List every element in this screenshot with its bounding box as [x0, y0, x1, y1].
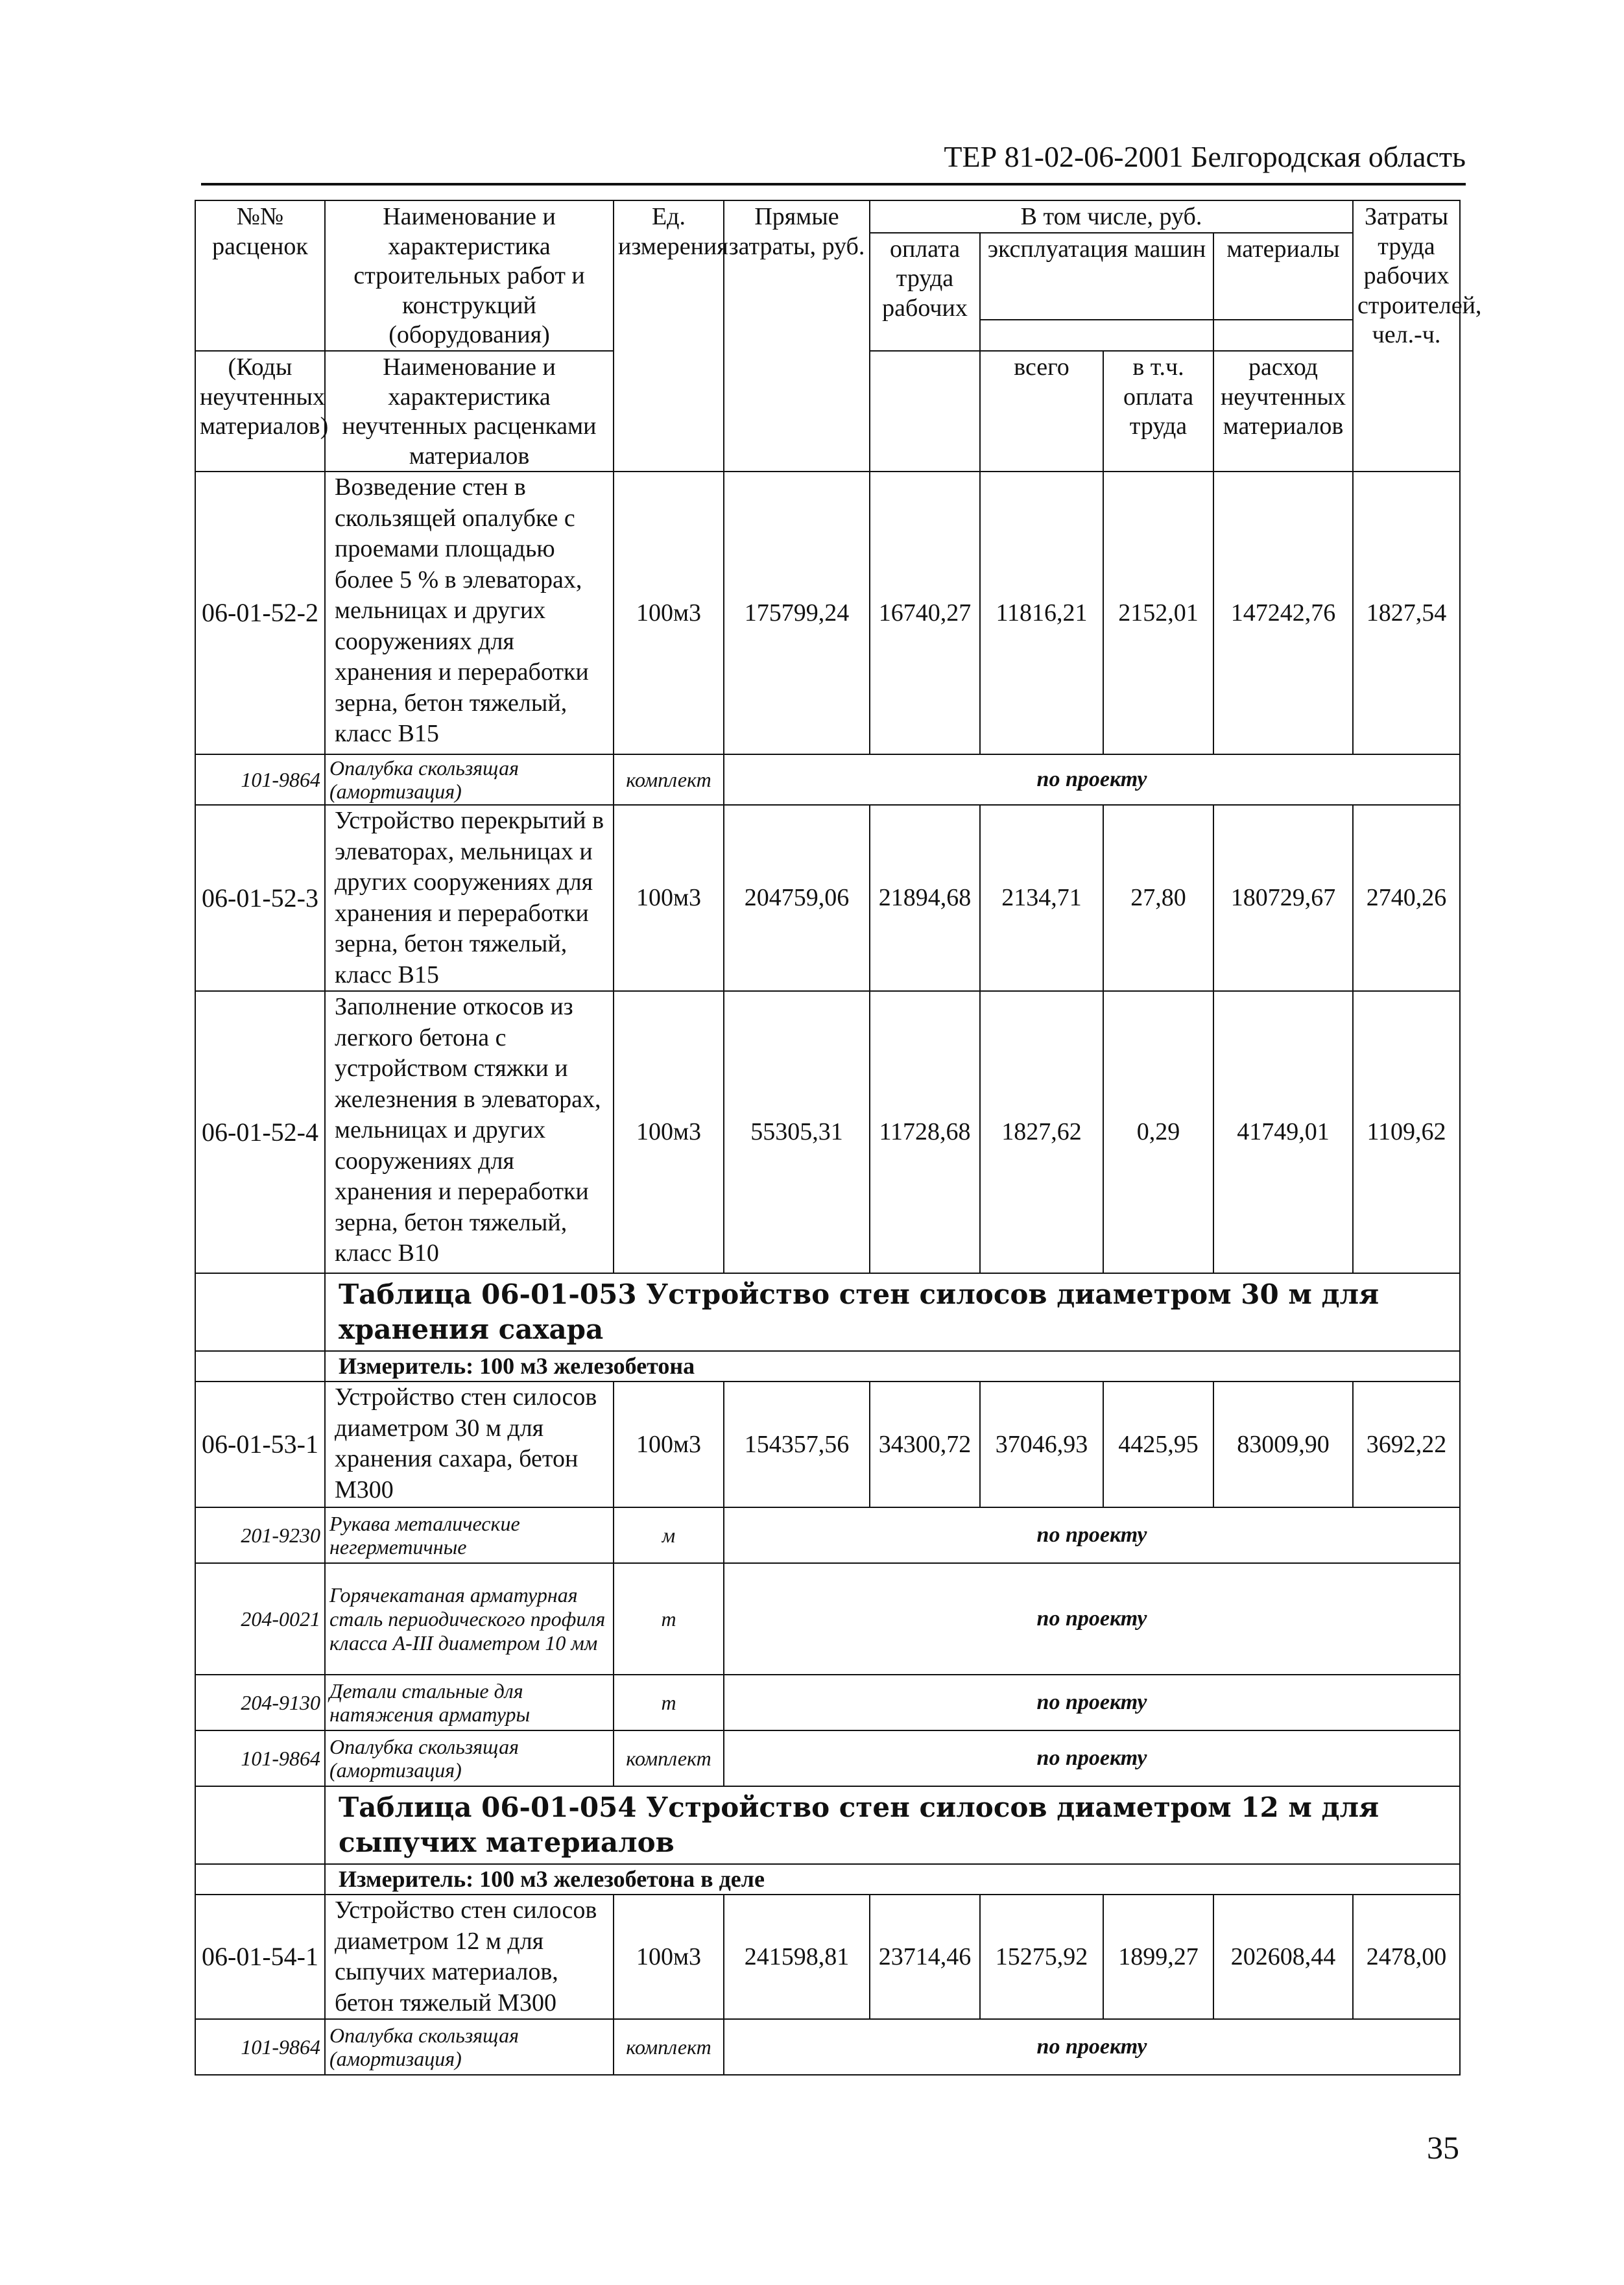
rate-materials: 83009,90: [1213, 1382, 1353, 1507]
rate-name: Устройство стен силосов диаметром 12 м для сыпучих материалов, бетон тяжелый М300: [325, 1895, 614, 2019]
rate-machines: 11816,21: [980, 472, 1103, 754]
rate-machine-wage: 0,29: [1103, 991, 1213, 1273]
header-row-1: [195, 200, 1460, 233]
table-title-row: [195, 1273, 1460, 1351]
material-row: [195, 1730, 1460, 1786]
head-mat-code: (Коды неучтенных материалов): [195, 351, 325, 472]
rate-machine-wage: 1899,27: [1103, 1895, 1213, 2019]
rate-wage: 16740,27: [870, 472, 980, 754]
head-machines: эксплуатация машин: [980, 233, 1213, 320]
material-code: 204-9130: [195, 1675, 325, 1730]
rate-labor: 1827,54: [1353, 472, 1460, 754]
rate-direct: 175799,24: [724, 472, 870, 754]
title-blank: [195, 1786, 325, 1864]
rate-materials: 202608,44: [1213, 1895, 1353, 2019]
material-name: Опалубка скользящая (амортизация): [325, 1730, 614, 1786]
rate-labor: 3692,22: [1353, 1382, 1460, 1507]
material-note: по проекту: [724, 2019, 1460, 2075]
rate-unit: 100м3: [614, 1382, 724, 1507]
rate-machine-wage: 27,80: [1103, 805, 1213, 991]
material-note: по проекту: [724, 1507, 1460, 1563]
rate-materials: 41749,01: [1213, 991, 1353, 1273]
head-name: Наименование и характеристика строительных работ и конструкций (оборудования): [325, 200, 614, 351]
material-name: Рукава металические негерметичные: [325, 1507, 614, 1563]
rate-code: 06-01-52-4: [195, 991, 325, 1273]
rate-machines: 37046,93: [980, 1382, 1103, 1507]
rate-unit: 100м3: [614, 1895, 724, 2019]
material-row: [195, 1507, 1460, 1563]
material-code: 101-9864: [195, 2019, 325, 2075]
rate-direct: 204759,06: [724, 805, 870, 991]
rate-labor: 2740,26: [1353, 805, 1460, 991]
head-including: В том числе, руб.: [870, 200, 1353, 233]
table-measure: Измеритель: 100 м3 железобетона: [325, 1351, 1460, 1382]
material-unit: комплект: [614, 2019, 724, 2075]
head-blank-a: [980, 320, 1213, 351]
rates-table: [195, 200, 1482, 2076]
title-blank: [195, 1273, 325, 1351]
material-unit: т: [614, 1675, 724, 1730]
rate-wage: 23714,46: [870, 1895, 980, 2019]
head-total: всего: [980, 351, 1103, 472]
head-incl-wage: в т.ч. оплата труда: [1103, 351, 1213, 472]
material-name: Опалубка скользящая (амортизация): [325, 754, 614, 805]
material-name: Опалубка скользящая (амортизация): [325, 2019, 614, 2075]
rate-wage: 34300,72: [870, 1382, 980, 1507]
rate-machines: 1827,62: [980, 991, 1103, 1273]
rate-code: 06-01-52-2: [195, 472, 325, 754]
rate-name: Возведение стен в скользящей опалубке с проемами площадью более 5 % в элеваторах, мельницах и других сооружениях для хранения и переработки зерна, бетон тяжелый, класс В15: [325, 472, 614, 754]
rate-unit: 100м3: [614, 805, 724, 991]
header-rule: [201, 183, 1466, 185]
rate-code: 06-01-53-1: [195, 1382, 325, 1507]
measure-row: [195, 1864, 1460, 1895]
head-wage: оплата труда рабочих: [870, 233, 980, 351]
rate-row: [195, 991, 1460, 1273]
material-note: по проекту: [724, 754, 1460, 805]
table-title-row: [195, 1786, 1460, 1864]
rate-wage: 11728,68: [870, 991, 980, 1273]
table-title: Таблица 06-01-053 Устройство стен силосов диаметром 30 м для хранения сахара: [325, 1273, 1460, 1351]
measure-blank: [195, 1864, 325, 1895]
rate-code: 06-01-54-1: [195, 1895, 325, 2019]
material-note: по проекту: [724, 1563, 1460, 1675]
rate-name: Устройство перекрытий в элеваторах, мельницах и других сооружениях для хранения и переработки зерна, бетон тяжелый, класс В15: [325, 805, 614, 991]
material-name: Детали стальные для натяжения арматуры: [325, 1675, 614, 1730]
head-blank-b: [1213, 320, 1353, 351]
table-title: Таблица 06-01-054 Устройство стен силосов диаметром 12 м для сыпучих материалов: [325, 1786, 1460, 1864]
page-header: ТЕР 81-02-06-2001 Белгородская область: [944, 140, 1466, 173]
rate-labor: 1109,62: [1353, 991, 1460, 1273]
material-unit: комплект: [614, 754, 724, 805]
head-code: №№ расценок: [195, 200, 325, 351]
material-row: [195, 1675, 1460, 1730]
head-blank-c: [870, 351, 980, 472]
material-code: 201-9230: [195, 1507, 325, 1563]
rate-machine-wage: 4425,95: [1103, 1382, 1213, 1507]
rate-unit: 100м3: [614, 472, 724, 754]
material-name: Горячекатаная арматурная сталь периодического профиля класса А-III диаметром 10 мм: [325, 1563, 614, 1675]
rate-materials: 147242,76: [1213, 472, 1353, 754]
table-measure: Измеритель: 100 м3 железобетона в деле: [325, 1864, 1460, 1895]
head-labor: Затраты труда рабочих строителей, чел.-ч.: [1353, 200, 1460, 472]
rate-materials: 180729,67: [1213, 805, 1353, 991]
rate-machines: 2134,71: [980, 805, 1103, 991]
rate-machines: 15275,92: [980, 1895, 1103, 2019]
head-unaccounted: расход неучтенных материалов: [1213, 351, 1353, 472]
measure-row: [195, 1351, 1460, 1382]
rate-row: [195, 805, 1460, 991]
head-mat-name: Наименование и характеристика неучтенных расценками материалов: [325, 351, 614, 472]
head-direct: Прямые затраты, руб.: [724, 200, 870, 472]
material-row: [195, 1563, 1460, 1675]
material-code: 204-0021: [195, 1563, 325, 1675]
material-unit: комплект: [614, 1730, 724, 1786]
head-unit: Ед. измерения: [614, 200, 724, 472]
material-note: по проекту: [724, 1730, 1460, 1786]
rate-name: Заполнение откосов из легкого бетона с устройством стяжки и железнения в элеваторах, мельницах и других сооружениях для хранения и переработки зерна, бетон тяжелый, класс В10: [325, 991, 614, 1273]
material-code: 101-9864: [195, 1730, 325, 1786]
material-row: [195, 2019, 1460, 2075]
rate-direct: 154357,56: [724, 1382, 870, 1507]
rate-name: Устройство стен силосов диаметром 30 м для хранения сахара, бетон М300: [325, 1382, 614, 1507]
rate-code: 06-01-52-3: [195, 805, 325, 991]
material-row: [195, 754, 1460, 805]
material-unit: м: [614, 1507, 724, 1563]
material-code: 101-9864: [195, 754, 325, 805]
rate-direct: 241598,81: [724, 1895, 870, 2019]
material-note: по проекту: [724, 1675, 1460, 1730]
measure-blank: [195, 1351, 325, 1382]
rate-row: [195, 1382, 1460, 1507]
rate-labor: 2478,00: [1353, 1895, 1460, 2019]
rate-row: [195, 472, 1460, 754]
rate-machine-wage: 2152,01: [1103, 472, 1213, 754]
rate-wage: 21894,68: [870, 805, 980, 991]
rate-unit: 100м3: [614, 991, 724, 1273]
material-unit: т: [614, 1563, 724, 1675]
page-number: 35: [1427, 2129, 1459, 2166]
rate-direct: 55305,31: [724, 991, 870, 1273]
rate-row: [195, 1895, 1460, 2019]
head-materials: материалы: [1213, 233, 1353, 320]
